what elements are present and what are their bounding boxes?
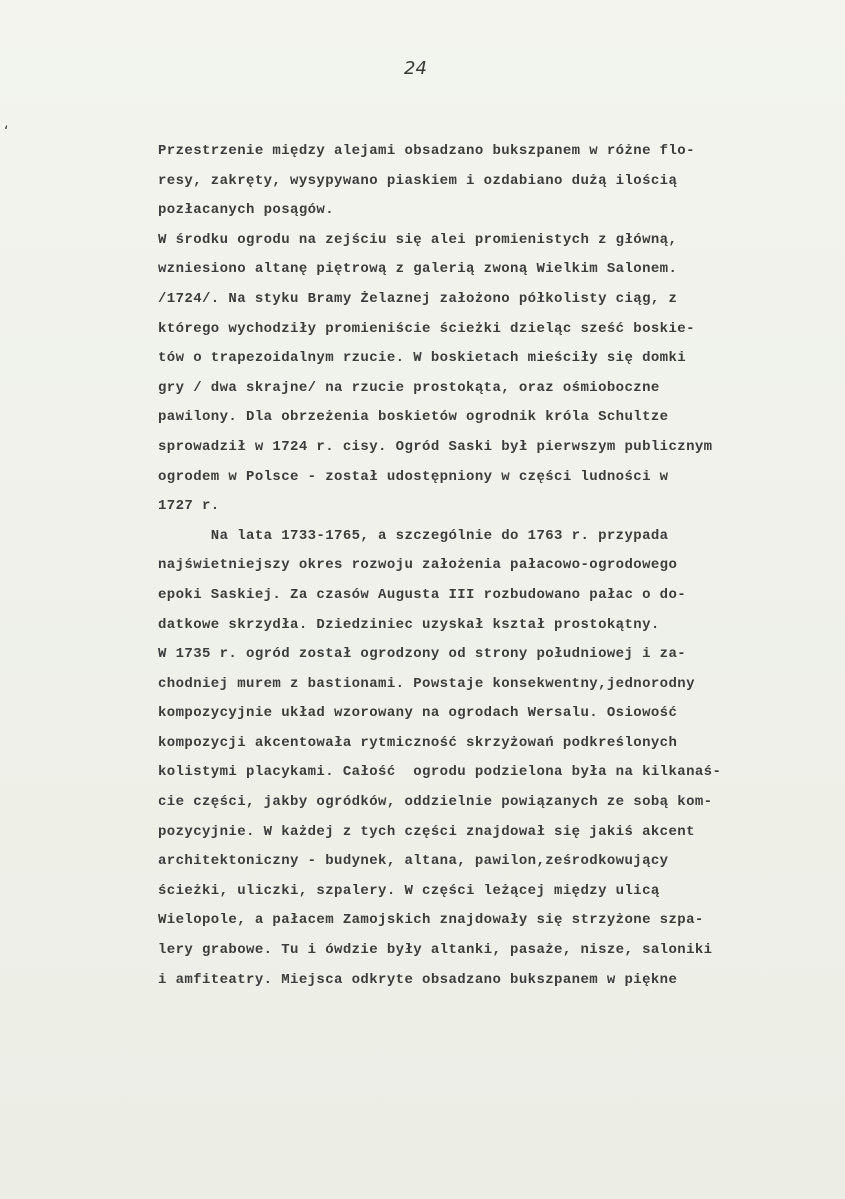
text-line: Na lata 1733-1765, a szczególnie do 1763 r. przypada <box>158 527 669 544</box>
text-line: najświetniejszy okres rozwoju założenia pałacowo-ogrodowego <box>158 557 678 574</box>
text-line: kompozycyjnie układ wzorowany na ogrodach Wersalu. Osiowość <box>158 705 678 722</box>
text-line: epoki Saskiej. Za czasów Augusta III rozbudowano pałac o do- <box>158 586 687 603</box>
text-line: resy, zakręty, wysypywano piaskiem i ozdabiano dużą ilością <box>158 172 678 189</box>
text-line: pozłacanych posągów. <box>158 202 335 219</box>
text-line: W 1735 r. ogród został ogrodzony od strony południowej i za- <box>158 646 687 663</box>
text-line: sprowadził w 1724 r. cisy. Ogród Saski był pierwszym publicznym <box>158 438 713 455</box>
text-line: kompozycji akcentowała rytmiczność skrzyżowań podkreślonych <box>158 734 678 751</box>
text-line: pozycyjnie. W każdej z tych części znajdował się jakiś akcent <box>158 823 695 840</box>
text-line: gry / dwa skrajne/ na rzucie prostokąta, oraz ośmioboczne <box>158 379 660 396</box>
text-line: Przestrzenie między alejami obsadzano bukszpanem w różne flo- <box>158 143 695 159</box>
text-line: którego wychodziły promieniście ścieżki dzieląc sześć boskie- <box>158 320 695 337</box>
text-line: i amfiteatry. Miejsca odkryte obsadzano bukszpanem w piękne <box>158 971 678 988</box>
text-line: lery grabowe. Tu i ówdzie były altanki, pasaże, nisze, saloniki <box>158 942 713 959</box>
text-line: pawilony. Dla obrzeżenia boskietów ogrodnik króla Schultze <box>158 409 669 426</box>
text-line: 1727 r. <box>158 498 220 515</box>
text-line: datkowe skrzydła. Dziedziniec uzyskał kształ prostokątny. <box>158 616 660 633</box>
page-number: 24 <box>404 58 427 79</box>
text-line: cie części, jakby ogródków, oddzielnie powiązanych ze sobą kom- <box>158 794 713 811</box>
text-line: Wielopole, a pałacem Zamojskich znajdowały się strzyżone szpa- <box>158 912 704 929</box>
text-line: /1724/. Na styku Bramy Żelaznej założono półkolisty ciąg, z <box>158 290 678 307</box>
text-line: architektoniczny - budynek, altana, pawilon,ześrodkowujący <box>158 853 669 870</box>
text-line: wzniesiono altanę piętrową z galerią zwoną Wielkim Salonem. <box>158 261 678 278</box>
margin-mark: ‘ <box>4 124 9 140</box>
text-line: tów o trapezoidalnym rzucie. W boskietach mieściły się domki <box>158 350 687 367</box>
text-line: chodniej murem z bastionami. Powstaje konsekwentny,jednorodny <box>158 675 695 692</box>
text-line: W środku ogrodu na zejściu się alei promienistych z główną, <box>158 231 678 248</box>
text-line: ścieżki, uliczki, szpalery. W części leżącej między ulicą <box>158 882 660 899</box>
text-line: ogrodem w Polsce - został udostępniony w części ludności w <box>158 468 669 485</box>
text-line: kolistymi placykami. Całość ogrodu podzielona była na kilkanaś- <box>158 764 722 781</box>
typescript-body <box>158 137 818 995</box>
